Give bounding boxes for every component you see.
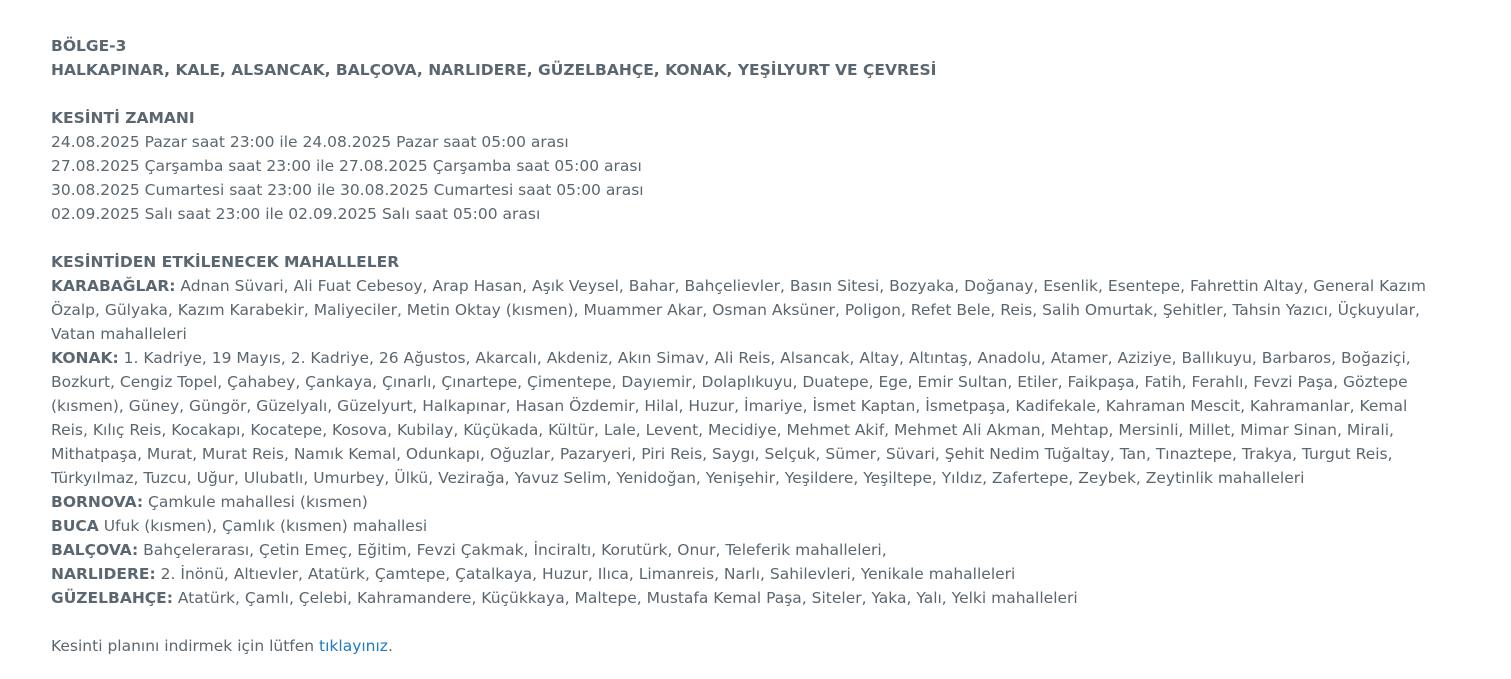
district-name: GÜZELBAHÇE: xyxy=(51,589,173,607)
district-name: BUCA xyxy=(51,517,99,535)
region-subtitle: HALKAPINAR, KALE, ALSANCAK, BALÇOVA, NARLIDERE, GÜZELBAHÇE, KONAK, YEŞİLYURT VE ÇEVRESİ xyxy=(51,61,937,79)
district-neighborhoods: Çamkule mahallesi (kısmen) xyxy=(143,493,368,511)
district-karabaglar xyxy=(51,274,1441,346)
district-guzelbahce xyxy=(51,586,1441,610)
district-neighborhoods: Ufuk (kısmen), Çamlık (kısmen) mahallesi xyxy=(98,517,428,535)
schedule-heading: KESİNTİ ZAMANI xyxy=(51,109,195,127)
district-buca xyxy=(51,514,1441,538)
district-neighborhoods: 2. İnönü, Altıevler, Atatürk, Çamtepe, Çatalkaya, Huzur, Ilıca, Limanreis, Narlı, Sahilevleri, Yenikale mahalleleri xyxy=(155,565,1016,583)
download-prefix: Kesinti planını indirmek için lütfen xyxy=(51,637,320,655)
schedule-time: 02.09.2025 Salı saat 23:00 ile 02.09.2025 Salı saat 05:00 arası xyxy=(51,205,541,223)
district-neighborhoods: Adnan Süvari, Ali Fuat Cebesoy, Arap Hasan, Aşık Veysel, Bahar, Bahçelievler, Basın Sitesi, Bozyaka, Doğanay, Esenlik, Esentepe, Fahrettin Altay, General Kazım Özalp, Gülyaka, Kazım Karabekir, Maliyeciler, Metin Oktay (kısmen), Muammer Akar, Osman Aksüner, Poligon, Refet Bele, Reis, Salih Omurtak, Şehitler, Tahsin Yazıcı, Üçkuyular, Vatan mahalleleri xyxy=(51,277,1427,343)
district-bornova xyxy=(51,490,1441,514)
district-balcova xyxy=(51,538,1441,562)
district-konak xyxy=(51,346,1441,490)
district-name: BALÇOVA: xyxy=(51,541,139,559)
district-neighborhoods: Atatürk, Çamlı, Çelebi, Kahramandere, Küçükkaya, Maltepe, Mustafa Kemal Paşa, Siteler, Yaka, Yalı, Yelki mahalleleri xyxy=(172,589,1078,607)
neighborhoods-heading: KESİNTİDEN ETKİLENECEK MAHALLELER xyxy=(51,253,400,271)
district-neighborhoods: Bahçelerarası, Çetin Emeç, Eğitim, Fevzi Çakmak, İnciraltı, Korutürk, Onur, Teleferik mahalleleri, xyxy=(138,541,887,559)
district-narlidere xyxy=(51,562,1441,586)
schedule-time: 30.08.2025 Cumartesi saat 23:00 ile 30.08.2025 Cumartesi saat 05:00 arası xyxy=(51,181,644,199)
district-name: BORNOVA: xyxy=(51,493,144,511)
download-suffix: . xyxy=(387,637,393,655)
download-line xyxy=(51,634,1441,658)
schedule-time: 27.08.2025 Çarşamba saat 23:00 ile 27.08.2025 Çarşamba saat 05:00 arası xyxy=(51,157,642,175)
spacer xyxy=(51,226,1441,250)
district-name: KONAK: xyxy=(51,349,119,367)
download-link[interactable]: tıklayınız xyxy=(319,637,388,655)
spacer xyxy=(51,82,1441,106)
spacer xyxy=(51,610,1441,634)
district-neighborhoods: 1. Kadriye, 19 Mayıs, 2. Kadriye, 26 Ağustos, Akarcalı, Akdeniz, Akın Simav, Ali Reis, Alsancak, Altay, Altıntaş, Anadolu, Atamer, Aziziye, Ballıkuyu, Barbaros, Boğaziçi, Bozkurt, Cengiz Topel, Çahabey, Çankaya, Çınarlı, Çınartepe, Çimentepe, Dayıemir, Dolaplıkuyu, Duatepe, Ege, Emir Sultan, Etiler, Faikpaşa, Fatih, Ferahlı, Fevzi Paşa, Göztepe (kısmen), Güney, Güngör, Güzelyalı, Güzelyurt, Halkapınar, Hasan Özdemir, Hilal, Huzur, İmariye, İsmet Kaptan, İsmetpaşa, Kadifekale, Kahraman Mescit, Kahramanlar, Kemal Reis, Kılıç Reis, Kocakapı, Kocatepe, Kosova, Kubilay, Küçükada, Kültür, Lale, Levent, Mecidiye, Mehmet Akif, Mehmet Ali Akman, Mehtap, Mersinli, Millet, Mimar Sinan, Mirali, Mithatpaşa, Murat, Murat Reis, Namık Kemal, Odunkapı, Oğuzlar, Pazaryeri, Piri Reis, Saygı, Selçuk, Sümer, Süvari, Şehit Nedim Tuğaltay, Tan, Tınaztepe, Trakya, Turgut Reis, Türkyılmaz, Tuzcu, Uğur, Ulubatlı, Umurbey, Ülkü, Vezirağa, Yavuz Selim, Yenidoğan, Yenişehir, Yeşildere, Yeşiltepe, Yıldız, Zafertepe, Zeybek, Zeytinlik mahalleleri xyxy=(51,349,1411,487)
district-name: NARLIDERE: xyxy=(51,565,156,583)
announcement-content xyxy=(51,34,1441,658)
district-name: KARABAĞLAR: xyxy=(51,277,176,295)
schedule-time: 24.08.2025 Pazar saat 23:00 ile 24.08.2025 Pazar saat 05:00 arası xyxy=(51,133,569,151)
region-title: BÖLGE-3 xyxy=(51,37,127,55)
